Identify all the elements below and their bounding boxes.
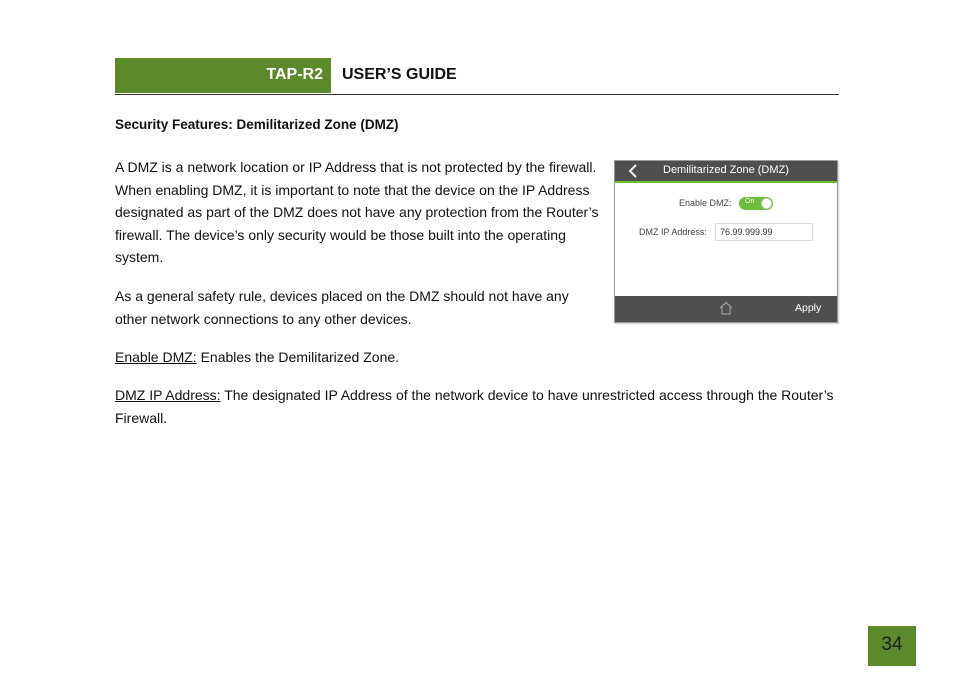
toggle-state: On xyxy=(745,198,755,205)
home-icon[interactable] xyxy=(719,301,733,315)
section-title: Security Features: Demilitarized Zone (DMZ) xyxy=(115,117,399,132)
screenshot-bottom-bar xyxy=(615,296,837,322)
product-name: TAP-R2 xyxy=(266,66,323,83)
intro-paragraph: A DMZ is a network location or IP Address that is not protected by the firewall. When enabling DMZ, it is important to note that the device on the IP Address designated as part of the DMZ does not have any protection from the Router’s firewall. The device’s only security would be those built into the operating system. xyxy=(115,159,599,265)
definition-term: DMZ IP Address: xyxy=(115,387,221,403)
page-header xyxy=(115,58,839,95)
definition-text: The designated IP Address of the network device to have unrestricted access through the Router’s Firewall. xyxy=(115,387,834,426)
dmz-screenshot xyxy=(614,160,838,323)
dmz-ip-input[interactable] xyxy=(715,223,813,241)
screenshot-title-bar xyxy=(615,161,837,183)
enable-dmz-toggle[interactable] xyxy=(739,197,773,210)
guide-title: USER’S GUIDE xyxy=(342,66,457,83)
header-product-band xyxy=(115,58,331,93)
chevron-left-icon[interactable] xyxy=(627,163,639,179)
definition-dmz-ip xyxy=(115,384,839,429)
definition-text: Enables the Demilitarized Zone. xyxy=(196,349,400,365)
screenshot-title: Demilitarized Zone (DMZ) xyxy=(663,164,789,176)
apply-button[interactable]: Apply xyxy=(795,302,822,314)
dmz-ip-label: DMZ IP Address: xyxy=(639,227,707,237)
enable-dmz-label: Enable DMZ: xyxy=(679,198,732,208)
definition-enable-dmz xyxy=(115,346,835,369)
dmz-ip-value: 76.99.999.99 xyxy=(720,227,773,237)
safety-paragraph: As a general safety rule, devices placed on the DMZ should not have any other network connections to any other devices. xyxy=(115,288,569,327)
page-number-box xyxy=(868,626,916,666)
toggle-knob xyxy=(761,198,772,209)
page-number: 34 xyxy=(881,634,903,655)
definition-term: Enable DMZ: xyxy=(115,349,197,365)
